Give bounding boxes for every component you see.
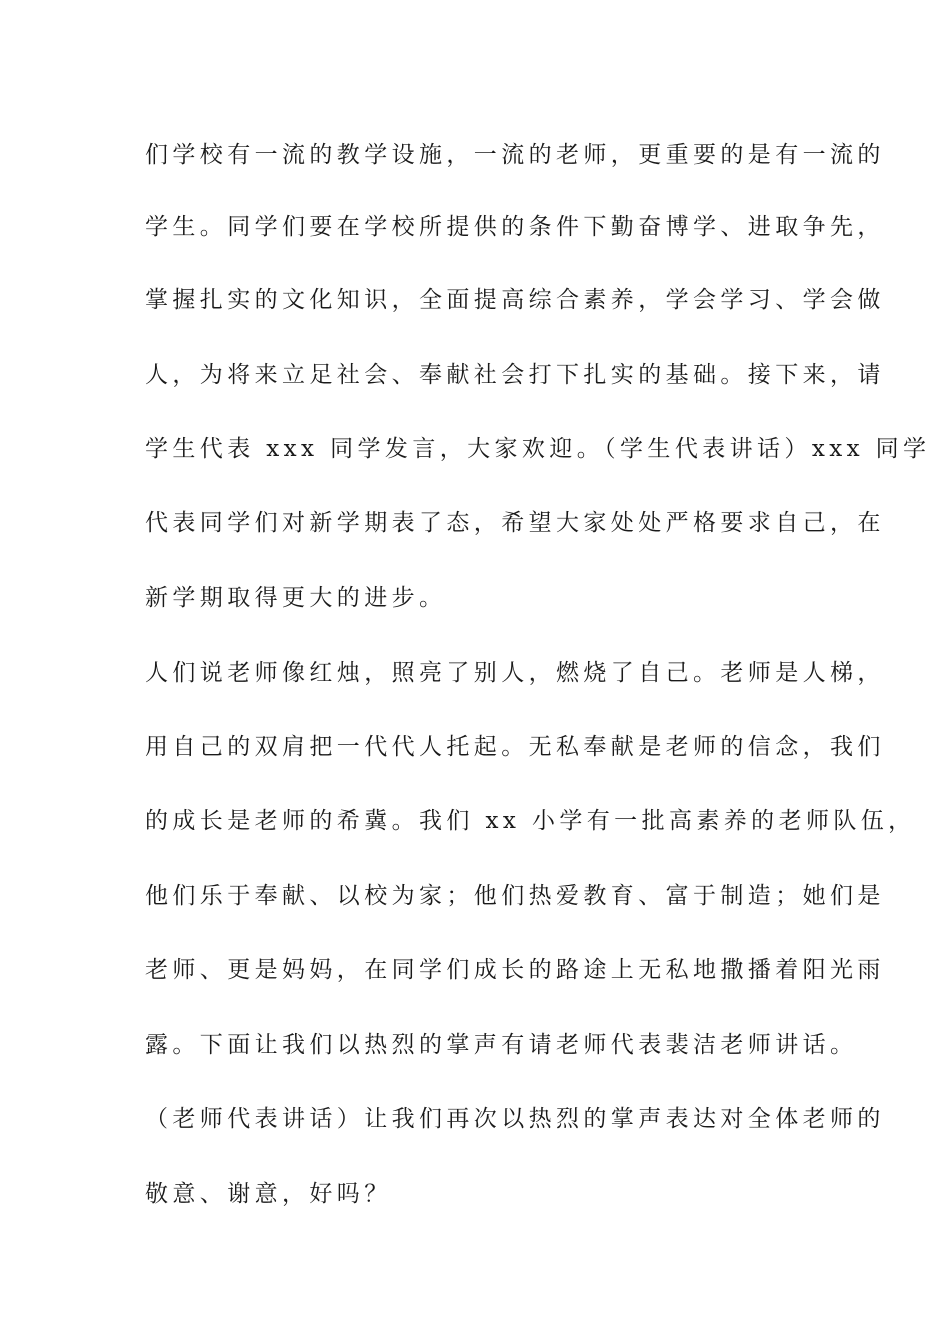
text-line: 们学校有一流的教学设施，一流的老师，更重要的是有一流的 — [145, 142, 885, 168]
text-line: 学生。同学们要在学校所提供的条件下勤奋博学、进取争先， — [145, 214, 885, 240]
text-line: 新学期取得更大的进步。 — [145, 585, 447, 611]
text-line: 学生代表 xxx 同学发言，大家欢迎。（学生代表讲话）xxx 同学 — [145, 436, 931, 462]
text-line: 露。下面让我们以热烈的掌声有请老师代表裴洁老师讲话。 — [145, 1032, 858, 1058]
text-line: 敬意、谢意，好吗？ — [145, 1181, 392, 1207]
text-line: （老师代表讲话）让我们再次以热烈的掌声表达对全体老师的 — [145, 1106, 885, 1132]
text-line: 老师、更是妈妈，在同学们成长的路途上无私地撒播着阳光雨 — [145, 957, 885, 983]
text-line: 代表同学们对新学期表了态，希望大家处处严格要求自己，在 — [145, 510, 885, 536]
text-line: 用自己的双肩把一代代人托起。无私奉献是老师的信念，我们 — [145, 734, 885, 760]
text-line: 的成长是老师的希冀。我们 xx 小学有一批高素养的老师队伍， — [145, 808, 916, 834]
text-line: 人们说老师像红烛，照亮了别人，燃烧了自己。老师是人梯， — [145, 660, 885, 686]
text-line: 他们乐于奉献、以校为家；他们热爱教育、富于制造；她们是 — [145, 883, 885, 909]
text-line: 人，为将来立足社会、奉献社会打下扎实的基础。接下来，请 — [145, 362, 885, 388]
text-line: 掌握扎实的文化知识，全面提高综合素养，学会学习、学会做 — [145, 287, 885, 313]
